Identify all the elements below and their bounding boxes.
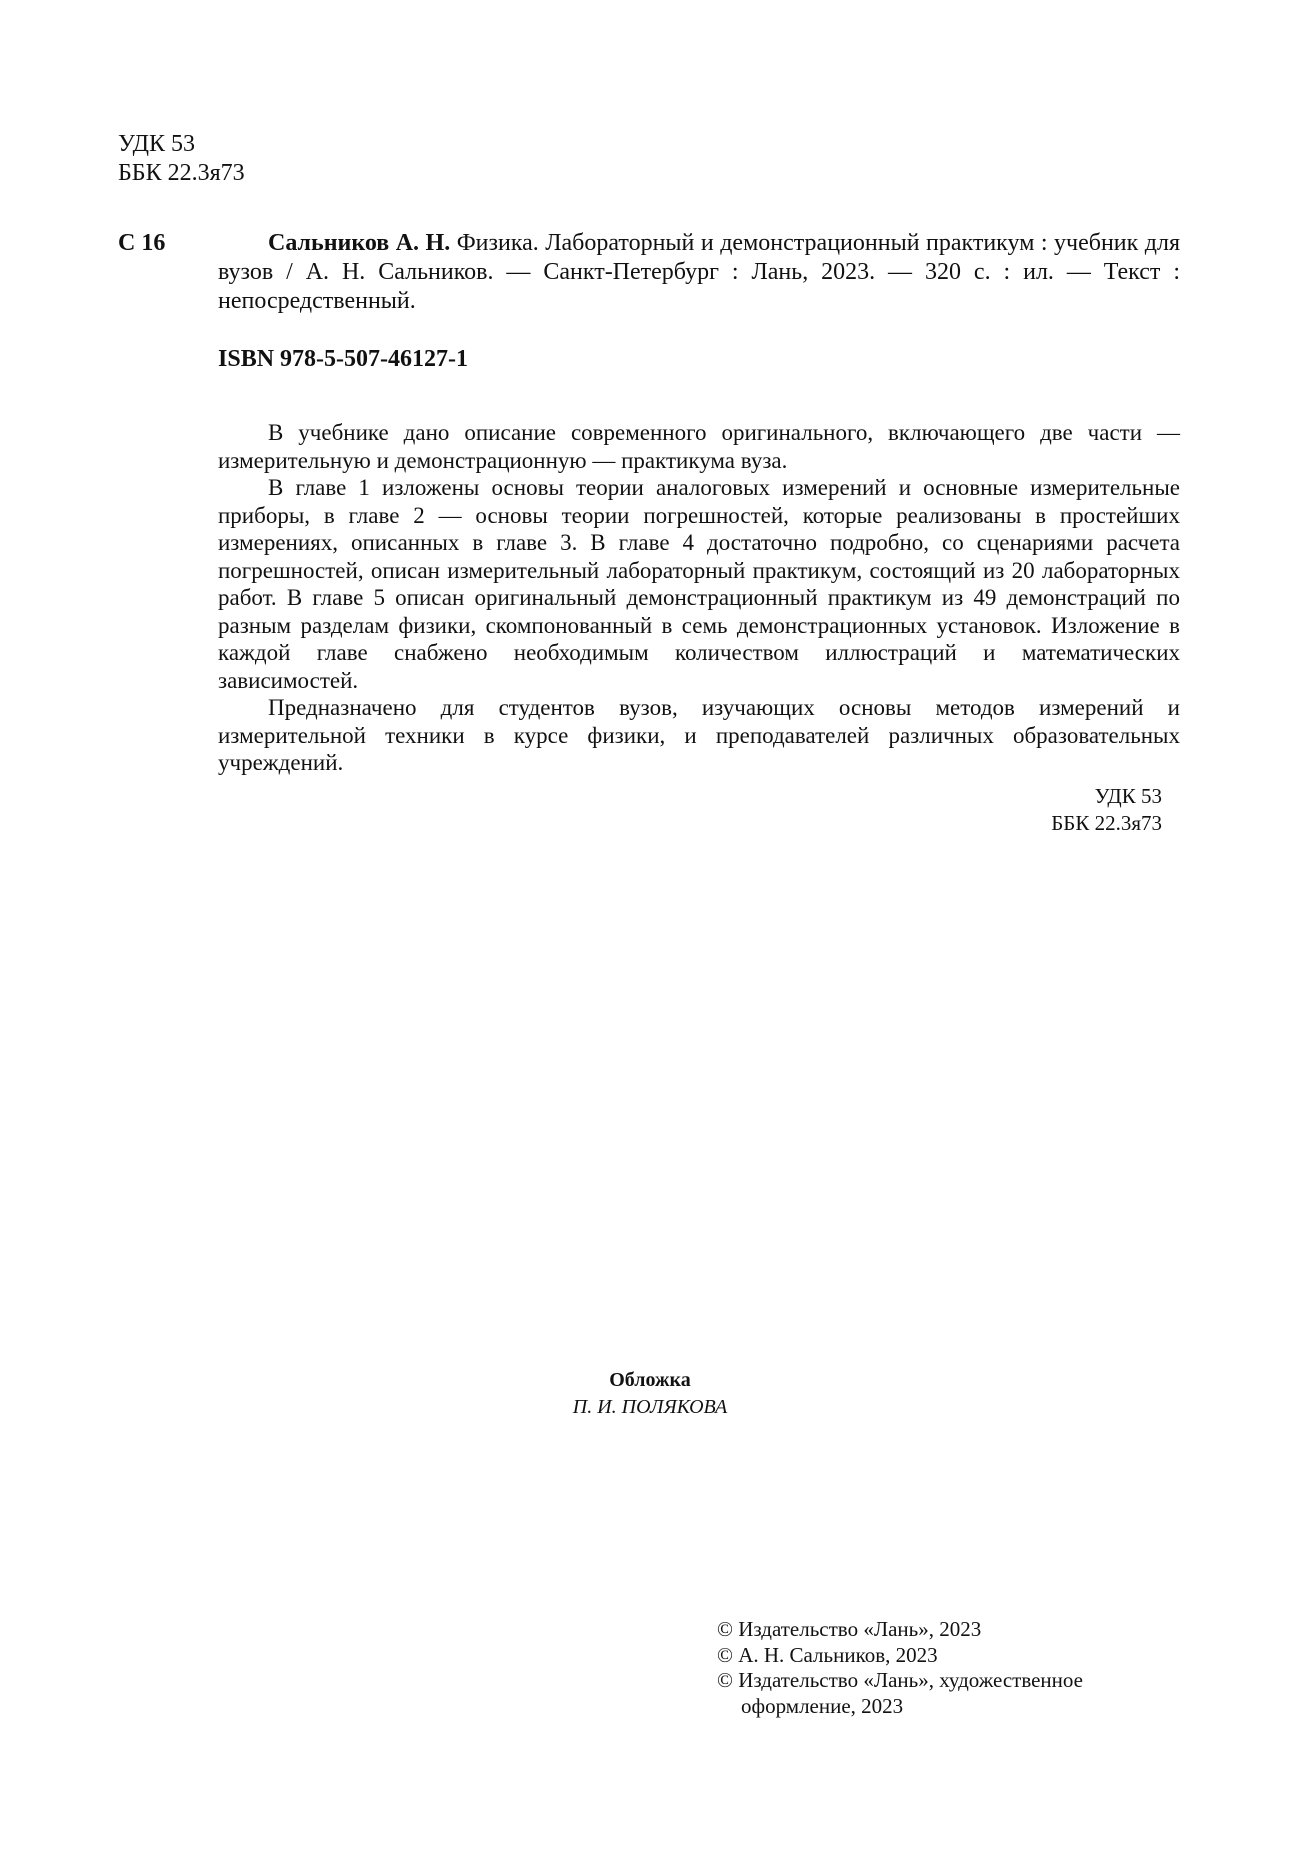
bib-author: Сальников А. Н. — [268, 230, 451, 256]
annotation-paragraph: В учебнике дано описание современного оригинального, включающего две части — измерительную и демонстрационную — практикума вуза. — [218, 420, 1180, 473]
bbk-code: ББК 22.3я73 — [1051, 811, 1162, 835]
copyright-line: © Издательство «Лань», художественное — [717, 1668, 1083, 1692]
bbk-code: ББК 22.3я73 — [118, 160, 245, 186]
annotation-paragraph: В главе 1 изложены основы теории аналоговых измерений и основные измерительные приборы, в главе 2 — основы теории погрешностей, которые реализованы в простейших измерениях, описанных в главе 3. В главе 4 достаточно подробно, со сценариями расчета погрешностей, описан измерительный лабораторный практикум, состоящий из 20 лабораторных работ. В главе 5 описан оригинальный демонстрационный практикум из 49 демонстраций по разным разделам физики, скомпонованный в семь демонстрационных установок. Изложение в каждой главе снабжено необходимым количеством иллюстраций и математических зависимостей. — [218, 475, 1180, 693]
cover-credit-label: Обложка — [609, 1369, 691, 1391]
annotation-paragraph: Предназначено для студентов вузов, изучающих основы методов измерений и измерительной техники в курсе физики, и преподавателей различных образовательных учреждений. — [218, 695, 1180, 775]
author-mark: С 16 — [118, 230, 166, 256]
copyright-line-continuation: оформление, 2023 — [741, 1693, 904, 1718]
classification-codes-top — [118, 130, 245, 188]
udk-code: УДК 53 — [1094, 784, 1162, 808]
isbn: ISBN 978-5-507-46127-1 — [218, 346, 468, 372]
udk-code: УДК 53 — [118, 131, 195, 157]
copyright-line: © А. Н. Сальников, 2023 — [717, 1642, 938, 1667]
annotation — [218, 419, 1180, 777]
classification-codes-bottom — [1051, 783, 1162, 837]
bibliographic-record — [218, 229, 1180, 316]
cover-designer-name: П. И. ПОЛЯКОВА — [572, 1396, 728, 1418]
copyright-block — [717, 1617, 1083, 1719]
copyright-line: © Издательство «Лань», 2023 — [717, 1617, 982, 1641]
cover-credit — [0, 1367, 1300, 1421]
bib-description: Физика. Лабораторный и демонстрационный практикум : учебник для вузов / А. Н. Сальников. — Санкт-Петербург : Лань, 2023. — 320 с. : ил. — Текст : непосредственный. — [218, 230, 1180, 314]
